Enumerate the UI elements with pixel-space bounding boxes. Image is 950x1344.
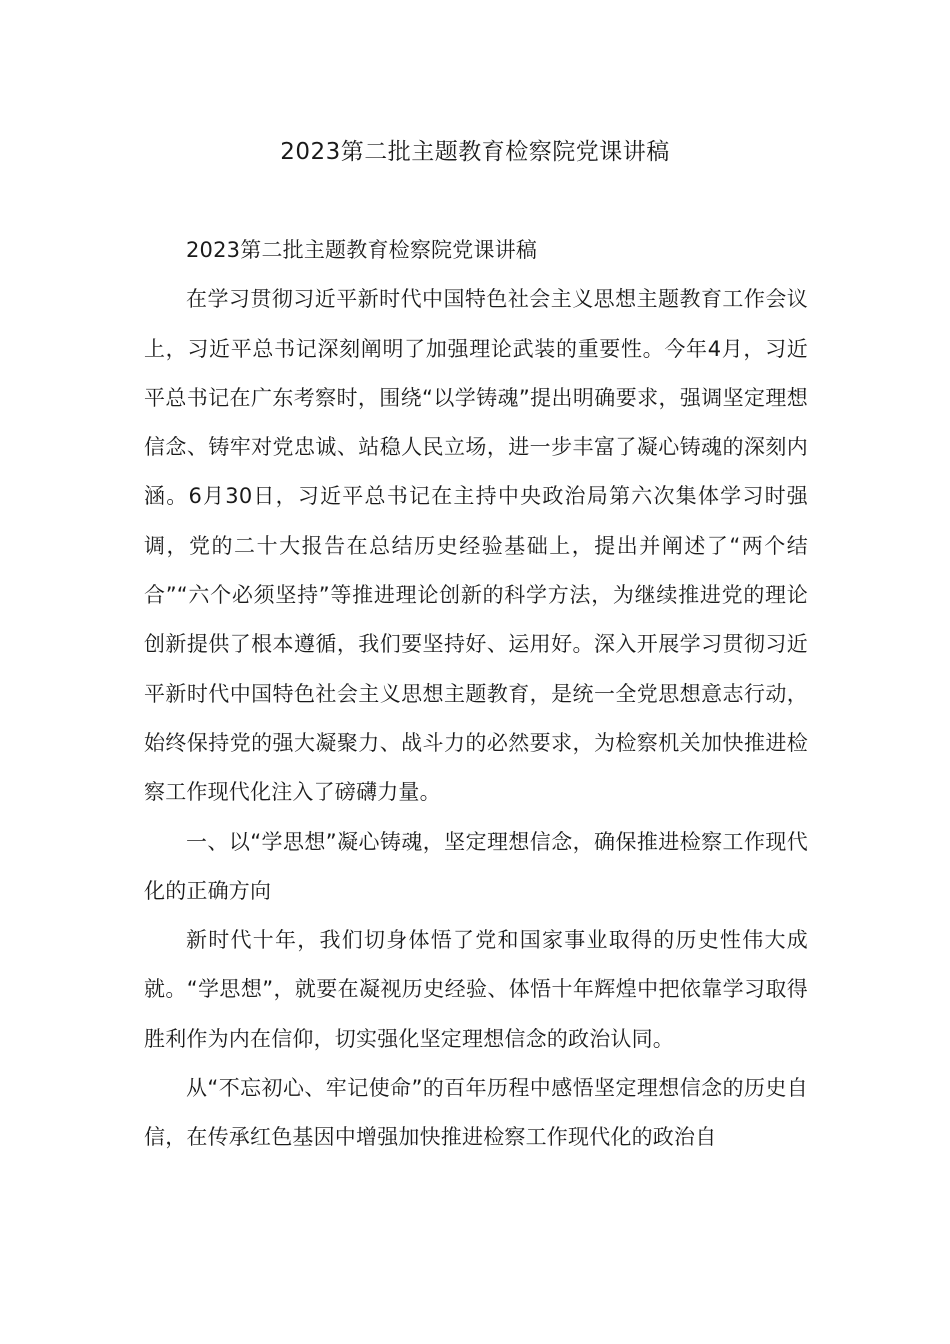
document-body xyxy=(144,226,808,1163)
paragraph-subtitle: 2023第二批主题教育检察院党课讲稿 xyxy=(186,238,538,262)
paragraph-section-heading: 一、以“学思想”凝心铸魂，坚定理想信念，确保推进检察工作现代化的正确方向 xyxy=(144,829,808,903)
paragraph-body: 从“不忘初心、牢记使命”的百年历程中感悟坚定理想信念的历史自信，在传承红色基因中增强加快推进检察工作现代化的政治自 xyxy=(144,1076,808,1150)
document-title: 2023第二批主题教育检察院党课讲稿 xyxy=(280,139,670,165)
paragraph-body: 新时代十年，我们切身体悟了党和国家事业取得的历史性伟大成就。“学思想”，就要在凝视历史经验、体悟十年辉煌中把依靠学习取得胜利作为内在信仰，切实强化坚定理想信念的政治认同。 xyxy=(144,928,808,1051)
paragraph-intro: 在学习贯彻习近平新时代中国特色社会主义思想主题教育工作会议上，习近平总书记深刻阐明了加强理论武装的重要性。今年4月，习近平总书记在广东考察时，围绕“以学铸魂”提出明确要求，强调坚定理想信念、铸牢对党忠诚、站稳人民立场，进一步丰富了凝心铸魂的深刻内涵。6月30日，习近平总书记在主持中央政治局第六次集体学习时强调，党的二十大报告在总结历史经验基础上，提出并阐述了“两个结合”“六个必须坚持”等推进理论创新的科学方法，为继续推进党的理论创新提供了根本遵循，我们要坚持好、运用好。深入开展学习贯彻习近平新时代中国特色社会主义思想主题教育，是统一全党思想意志行动，始终保持党的强大凝聚力、战斗力的必然要求，为检察机关加快推进检察工作现代化注入了磅礴力量。 xyxy=(144,287,808,805)
